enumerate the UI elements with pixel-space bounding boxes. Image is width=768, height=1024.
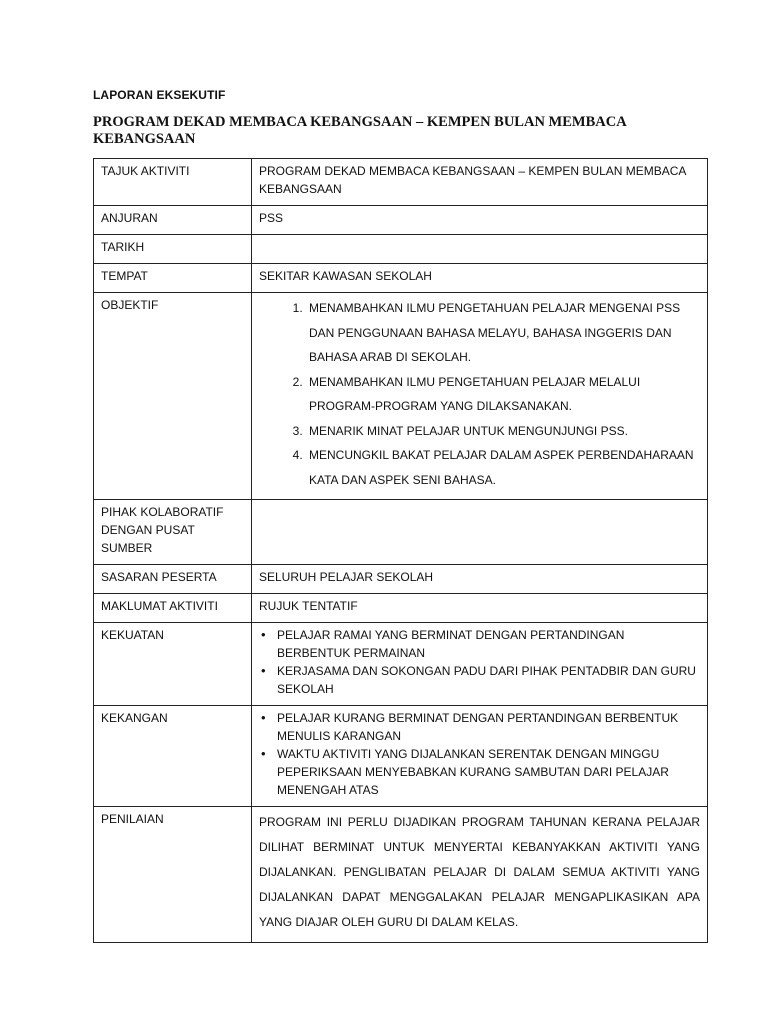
- row-value-kekuatan: [252, 623, 708, 706]
- row-value-tarikh: [252, 235, 708, 264]
- row-label-tempat: TEMPAT: [94, 264, 252, 293]
- row-label-kekuatan: KEKUATAN: [94, 623, 252, 706]
- report-title: PROGRAM DEKAD MEMBACA KEBANGSAAN – KEMPEN BULAN MEMBACA KEBANGSAAN: [93, 114, 626, 147]
- list-item: • PELAJAR KURANG BERMINAT DENGAN PERTANDINGAN BERBENTUK MENULIS KARANGAN: [277, 709, 700, 745]
- row-label-tarikh: TARIKH: [94, 235, 252, 264]
- row-label-sasaran: SASARAN PESERTA: [94, 565, 252, 594]
- row-value-penilaian: PROGRAM INI PERLU DIJADIKAN PROGRAM TAHUNAN KERANA PELAJAR DILIHAT BERMINAT UNTUK MENYERTAI KEBANYAKKAN AKTIVITI YANG DIJALANKAN. PENGLIBATAN PELAJAR DI DALAM SEMUA AKTIVITI YANG DIJALANKAN DAPAT MENGGALAKAN PELAJAR MENGAPLIKASIKAN APA YANG DIAJAR OLEH GURU DI DALAM KELAS.: [252, 807, 708, 943]
- table-row: [94, 293, 708, 500]
- row-value-pihak: [252, 500, 708, 565]
- row-value-kekangan: [252, 706, 708, 807]
- report-table: [93, 158, 708, 943]
- list-item: 3. MENARIK MINAT PELAJAR UNTUK MENGUNJUNGI PSS.: [306, 419, 700, 444]
- row-value-anjuran: PSS: [252, 206, 708, 235]
- table-row: [94, 565, 708, 594]
- table-row: [94, 500, 708, 565]
- list-item: • KERJASAMA DAN SOKONGAN PADU DARI PIHAK PENTADBIR DAN GURU SEKOLAH: [277, 662, 700, 698]
- table-row: [94, 159, 708, 206]
- list-item: • WAKTU AKTIVITI YANG DIJALANKAN SERENTAK DENGAN MINGGU PEPERIKSAAN MENYEBABKAN KURANG SAMBUTAN DARI PELAJAR MENENGAH ATAS: [277, 745, 700, 799]
- row-value-tempat: SEKITAR KAWASAN SEKOLAH: [252, 264, 708, 293]
- row-label-maklumat: MAKLUMAT AKTIVITI: [94, 594, 252, 623]
- row-value-objektif: [252, 293, 708, 500]
- table-row: [94, 807, 708, 943]
- row-value-sasaran: SELURUH PELAJAR SEKOLAH: [252, 565, 708, 594]
- constraint-list: [259, 709, 700, 799]
- table-row: [94, 235, 708, 264]
- row-label-anjuran: ANJURAN: [94, 206, 252, 235]
- table-row: [94, 706, 708, 807]
- row-label-objektif: OBJEKTIF: [94, 293, 252, 500]
- list-item: 2. MENAMBAHKAN ILMU PENGETAHUAN PELAJAR MELALUI PROGRAM-PROGRAM YANG DILAKSANAKAN.: [306, 370, 700, 419]
- report-label: LAPORAN EKSEKUTIF: [93, 88, 226, 102]
- table-row: [94, 206, 708, 235]
- row-label-penilaian: PENILAIAN: [94, 807, 252, 943]
- list-item: 1. MENAMBAHKAN ILMU PENGETAHUAN PELAJAR MENGENAI PSS DAN PENGGUNAAN BAHASA MELAYU, BAHASA INGGERIS DAN BAHASA ARAB DI SEKOLAH.: [306, 296, 700, 370]
- table-row: [94, 594, 708, 623]
- row-label-tajuk: TAJUK AKTIVITI: [94, 159, 252, 206]
- row-value-tajuk: PROGRAM DEKAD MEMBACA KEBANGSAAN – KEMPEN BULAN MEMBACA KEBANGSAAN: [252, 159, 708, 206]
- objective-list: [259, 296, 700, 492]
- table-row: [94, 264, 708, 293]
- table-row: [94, 623, 708, 706]
- list-item: 4. MENCUNGKIL BAKAT PELAJAR DALAM ASPEK PERBENDAHARAAN KATA DAN ASPEK SENI BAHASA.: [306, 443, 700, 492]
- strength-list: [259, 626, 700, 698]
- row-value-maklumat: RUJUK TENTATIF: [252, 594, 708, 623]
- list-item: • PELAJAR RAMAI YANG BERMINAT DENGAN PERTANDINGAN BERBENTUK PERMAINAN: [277, 626, 700, 662]
- row-label-kekangan: KEKANGAN: [94, 706, 252, 807]
- row-label-pihak: PIHAK KOLABORATIF DENGAN PUSAT SUMBER: [94, 500, 252, 565]
